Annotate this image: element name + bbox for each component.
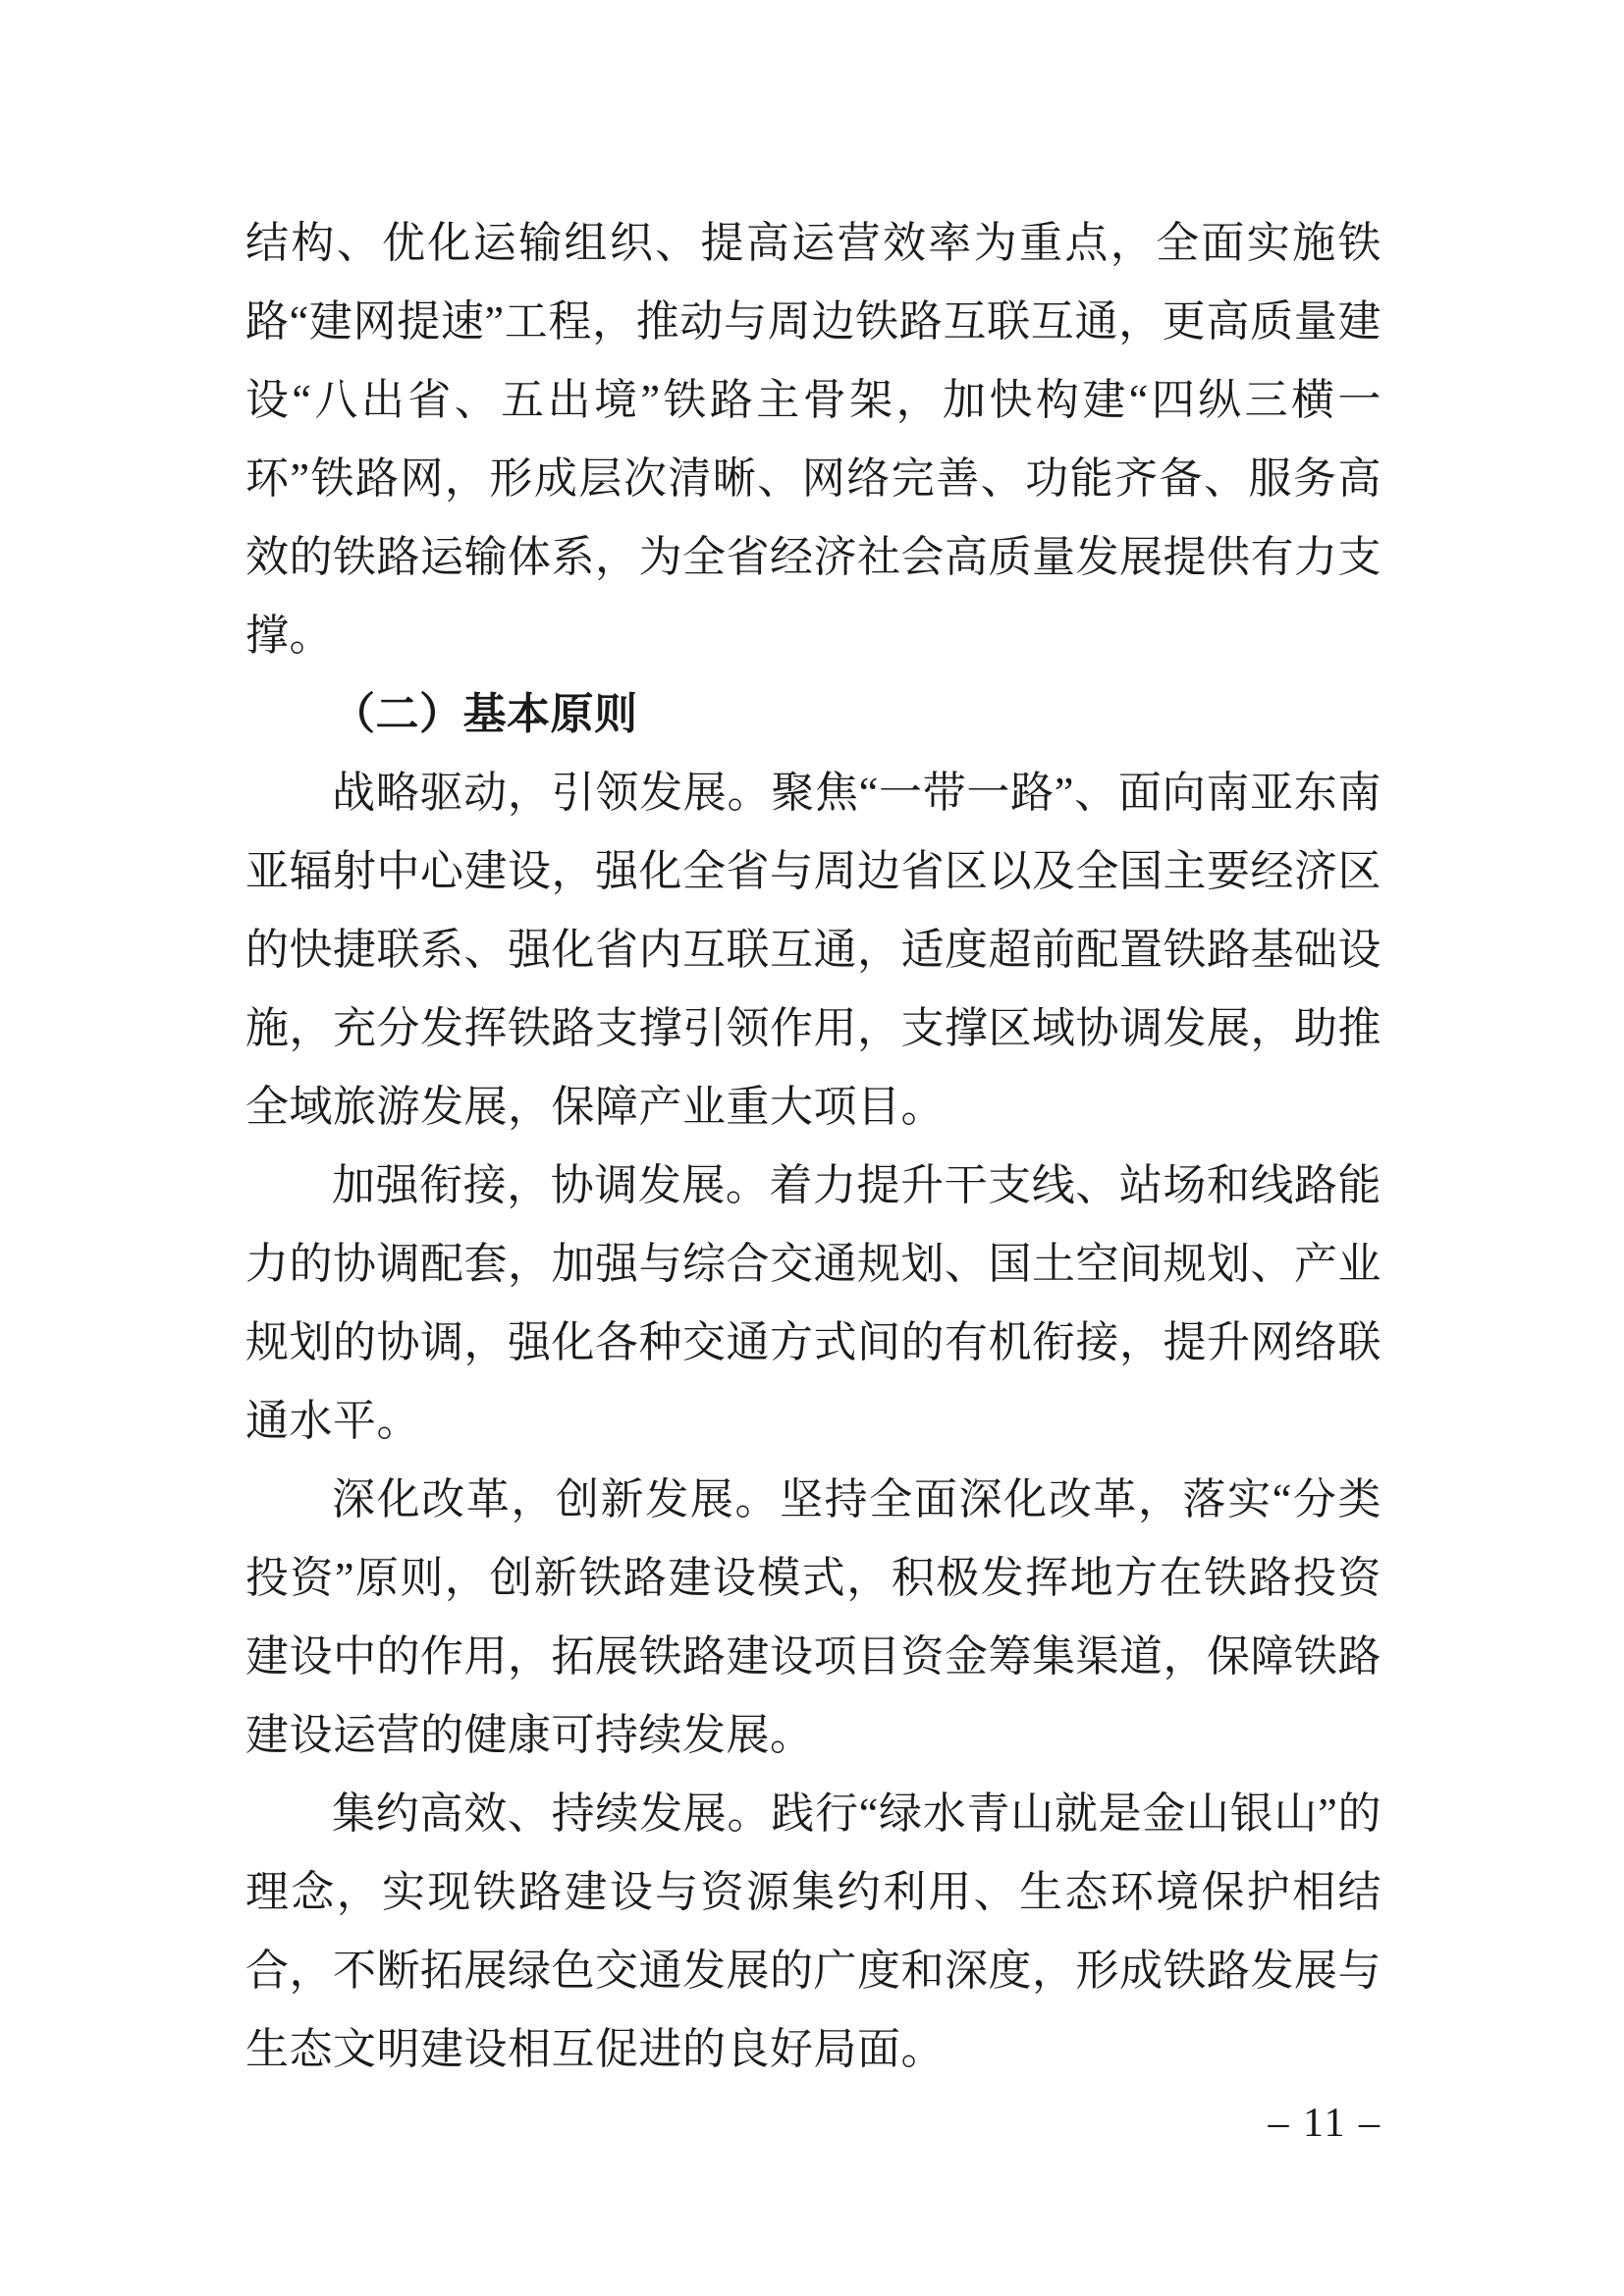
body-paragraph-strategy: 战略驱动，引领发展。聚焦“一带一路”、面向南亚东南亚辐射中心建设，强化全省与周边省区以及全国主要经济区的快捷联系、强化省内互联互通，适度超前配置铁路基础设施，充分发挥铁路支撑引领作用，支撑区域协调发展，助推全域旅游发展，保障产业重大项目。	[245, 769, 1381, 1131]
section-heading: （二）基本原则	[332, 690, 638, 738]
document-body	[245, 204, 1381, 2089]
body-paragraph-reform: 深化改革，创新发展。坚持全面深化改革，落实“分类投资”原则，创新铁路建设模式，积极发挥地方在铁路投资建设中的作用，拓展铁路建设项目资金筹集渠道，保障铁路建设运营的健康可持续发展。	[245, 1475, 1381, 1759]
body-paragraph-coordination: 加强衔接，协调发展。着力提升干支线、站场和线路能力的协调配套，加强与综合交通规划、国土空间规划、产业规划的协调，强化各种交通方式间的有机衔接，提升网络联通水平。	[245, 1161, 1381, 1445]
body-paragraph-sustainability: 集约高效、持续发展。践行“绿水青山就是金山银山”的理念，实现铁路建设与资源集约利用、生态环境保护相结合，不断拓展绿色交通发展的广度和深度，形成铁路发展与生态文明建设相互促进的良好局面。	[245, 1789, 1381, 2073]
body-paragraph-continuation: 结构、优化运输组织、提高运营效率为重点，全面实施铁路“建网提速”工程，推动与周边铁路互联互通，更高质量建设“八出省、五出境”铁路主骨架，加快构建“四纵三横一环”铁路网，形成层次清晰、网络完善、功能齐备、服务高效的铁路运输体系，为全省经济社会高质量发展提供有力支撑。	[245, 219, 1381, 660]
page-number: – 11 –	[1268, 2101, 1381, 2146]
